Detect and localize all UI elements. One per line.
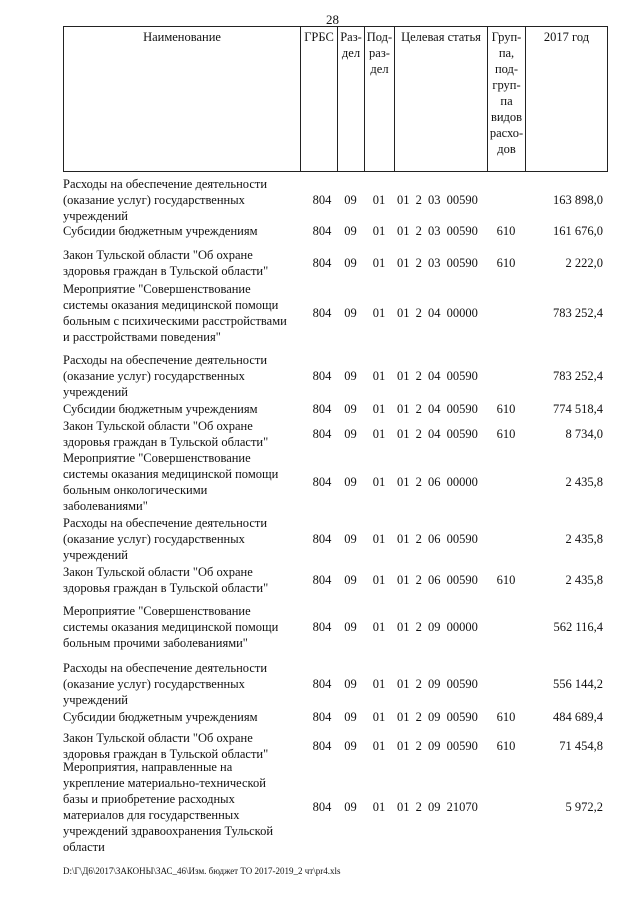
table-row xyxy=(63,730,608,762)
cell-amount-2017: 2 222,0 xyxy=(565,256,603,270)
header-grbs: ГРБС xyxy=(301,27,338,171)
cell-podrazdel: 01 xyxy=(372,475,386,489)
cell-name: Мероприятие "Совершенствование системы оказания медицинской помощи больным прочими заболеваниями" xyxy=(63,604,279,650)
table-row xyxy=(63,450,608,514)
cell-razdel: 09 xyxy=(344,800,357,814)
cell-gruppa-vidov: 610 xyxy=(496,710,516,724)
cell-podrazdel: 01 xyxy=(372,306,386,320)
cell-celevaya-statya: 01 2 06 00590 xyxy=(397,573,478,587)
cell-grbs: 804 xyxy=(312,800,332,814)
cell-podrazdel: 01 xyxy=(372,256,386,270)
cell-grbs: 804 xyxy=(312,306,332,320)
table-row xyxy=(63,281,608,345)
cell-name: Расходы на обеспечение деятельности (оказание услуг) государственных учреждений xyxy=(63,661,268,707)
cell-gruppa-vidov: 610 xyxy=(496,427,516,441)
header-year: 2017 год xyxy=(543,30,590,44)
cell-amount-2017: 161 676,0 xyxy=(553,224,603,238)
cell-name: Закон Тульской области "Об охране здоровья граждан в Тульской области" xyxy=(63,248,269,278)
cell-celevaya-statya: 01 2 09 00590 xyxy=(397,710,478,724)
cell-razdel: 09 xyxy=(344,402,357,416)
table-row xyxy=(63,660,608,708)
header-name: Наименование xyxy=(64,27,301,171)
header-celevaya: Целевая статья xyxy=(395,27,488,171)
cell-razdel: 09 xyxy=(344,306,357,320)
cell-podrazdel: 01 xyxy=(372,739,386,753)
cell-podrazdel: 01 xyxy=(372,193,386,207)
cell-name: Мероприятие "Совершенствование системы оказания медицинской помощи больным с психическими расстройствами и расстройствами поведения" xyxy=(63,282,287,344)
cell-razdel: 09 xyxy=(344,739,357,753)
cell-razdel: 09 xyxy=(344,224,357,238)
cell-grbs: 804 xyxy=(312,256,332,270)
cell-razdel: 09 xyxy=(344,620,357,634)
cell-name: Субсидии бюджетным учреждениям xyxy=(63,224,258,238)
cell-celevaya-statya: 01 2 03 00590 xyxy=(397,256,478,270)
cell-name: Субсидии бюджетным учреждениям xyxy=(63,710,258,724)
cell-grbs: 804 xyxy=(312,369,332,383)
cell-podrazdel: 01 xyxy=(372,573,386,587)
cell-celevaya-statya: 01 2 04 00590 xyxy=(397,369,478,383)
cell-podrazdel: 01 xyxy=(372,427,386,441)
cell-celevaya-statya: 01 2 09 21070 xyxy=(397,800,478,814)
cell-celevaya-statya: 01 2 04 00590 xyxy=(397,427,478,441)
table-row xyxy=(63,709,608,725)
header-podrazdel: Под- раз- дел xyxy=(365,27,395,171)
table-row xyxy=(63,515,608,563)
cell-podrazdel: 01 xyxy=(372,224,386,238)
cell-razdel: 09 xyxy=(344,427,357,441)
cell-grbs: 804 xyxy=(312,620,332,634)
cell-razdel: 09 xyxy=(344,532,357,546)
cell-amount-2017: 2 435,8 xyxy=(565,573,603,587)
cell-celevaya-statya: 01 2 04 00590 xyxy=(397,402,478,416)
cell-gruppa-vidov: 610 xyxy=(496,224,516,238)
cell-amount-2017: 484 689,4 xyxy=(553,710,603,724)
cell-podrazdel: 01 xyxy=(372,800,386,814)
table-row xyxy=(63,401,608,417)
cell-name: Мероприятие "Совершенствование системы оказания медицинской помощи больным онкологическими заболеваниями" xyxy=(63,451,279,513)
cell-podrazdel: 01 xyxy=(372,710,386,724)
cell-razdel: 09 xyxy=(344,710,357,724)
header-razdel: Раз- дел xyxy=(338,27,365,171)
cell-amount-2017: 2 435,8 xyxy=(565,532,603,546)
cell-celevaya-statya: 01 2 06 00000 xyxy=(397,475,478,489)
cell-celevaya-statya: 01 2 03 00590 xyxy=(397,193,478,207)
cell-name: Расходы на обеспечение деятельности (оказание услуг) государственных учреждений xyxy=(63,516,268,562)
cell-grbs: 804 xyxy=(312,427,332,441)
header-gruppa: Груп- па, под- груп- па видов расхо- дов xyxy=(488,27,526,171)
table-row xyxy=(63,564,608,596)
cell-celevaya-statya: 01 2 06 00590 xyxy=(397,532,478,546)
table-row xyxy=(63,352,608,400)
cell-amount-2017: 556 144,2 xyxy=(553,677,603,691)
cell-razdel: 09 xyxy=(344,369,357,383)
cell-amount-2017: 2 435,8 xyxy=(565,475,603,489)
cell-razdel: 09 xyxy=(344,475,357,489)
cell-name: Субсидии бюджетным учреждениям xyxy=(63,402,258,416)
table-header xyxy=(63,26,608,172)
cell-grbs: 804 xyxy=(312,677,332,691)
cell-celevaya-statya: 01 2 09 00590 xyxy=(397,677,478,691)
cell-razdel: 09 xyxy=(344,573,357,587)
cell-amount-2017: 562 116,4 xyxy=(553,620,603,634)
cell-grbs: 804 xyxy=(312,402,332,416)
cell-celevaya-statya: 01 2 04 00000 xyxy=(397,306,478,320)
table-row xyxy=(63,247,608,279)
cell-grbs: 804 xyxy=(312,573,332,587)
page-number: 28 xyxy=(326,12,339,27)
cell-amount-2017: 163 898,0 xyxy=(553,193,603,207)
cell-gruppa-vidov: 610 xyxy=(496,256,516,270)
cell-name: Мероприятия, направленные на укрепление материально-технической базы и приобретение расходных материалов для государственных учреждений здравоохранения Тульской области xyxy=(63,760,274,854)
cell-grbs: 804 xyxy=(312,710,332,724)
table-row xyxy=(63,418,608,450)
cell-gruppa-vidov: 610 xyxy=(496,739,516,753)
table-row xyxy=(63,603,608,651)
cell-grbs: 804 xyxy=(312,532,332,546)
cell-amount-2017: 783 252,4 xyxy=(553,369,603,383)
cell-podrazdel: 01 xyxy=(372,369,386,383)
cell-name: Расходы на обеспечение деятельности (оказание услуг) государственных учреждений xyxy=(63,177,268,223)
cell-amount-2017: 5 972,2 xyxy=(565,800,603,814)
cell-grbs: 804 xyxy=(312,475,332,489)
table-row xyxy=(63,176,608,224)
table-row xyxy=(63,759,608,855)
cell-name: Закон Тульской области "Об охране здоровья граждан в Тульской области" xyxy=(63,419,269,449)
cell-razdel: 09 xyxy=(344,193,357,207)
cell-amount-2017: 8 734,0 xyxy=(565,427,603,441)
cell-podrazdel: 01 xyxy=(372,677,386,691)
cell-amount-2017: 774 518,4 xyxy=(553,402,603,416)
cell-amount-2017: 71 454,8 xyxy=(559,739,603,753)
cell-grbs: 804 xyxy=(312,739,332,753)
cell-amount-2017: 783 252,4 xyxy=(553,306,603,320)
cell-grbs: 804 xyxy=(312,224,332,238)
cell-razdel: 09 xyxy=(344,677,357,691)
cell-podrazdel: 01 xyxy=(372,620,386,634)
table-row xyxy=(63,223,608,239)
cell-celevaya-statya: 01 2 09 00000 xyxy=(397,620,478,634)
cell-name: Расходы на обеспечение деятельности (оказание услуг) государственных учреждений xyxy=(63,353,268,399)
cell-gruppa-vidov: 610 xyxy=(496,402,516,416)
cell-name: Закон Тульской области "Об охране здоровья граждан в Тульской области" xyxy=(63,565,269,595)
cell-grbs: 804 xyxy=(312,193,332,207)
cell-podrazdel: 01 xyxy=(372,532,386,546)
cell-celevaya-statya: 01 2 09 00590 xyxy=(397,739,478,753)
file-path-footer: D:\Г\Д6\2017\ЗАКОНЫ\ЗАС_46\Изм. бюджет ТО 2017-2019_2 чт\pr4.xls xyxy=(63,866,341,876)
cell-celevaya-statya: 01 2 03 00590 xyxy=(397,224,478,238)
cell-podrazdel: 01 xyxy=(372,402,386,416)
cell-razdel: 09 xyxy=(344,256,357,270)
cell-gruppa-vidov: 610 xyxy=(496,573,516,587)
cell-name: Закон Тульской области "Об охране здоровья граждан в Тульской области" xyxy=(63,731,269,761)
